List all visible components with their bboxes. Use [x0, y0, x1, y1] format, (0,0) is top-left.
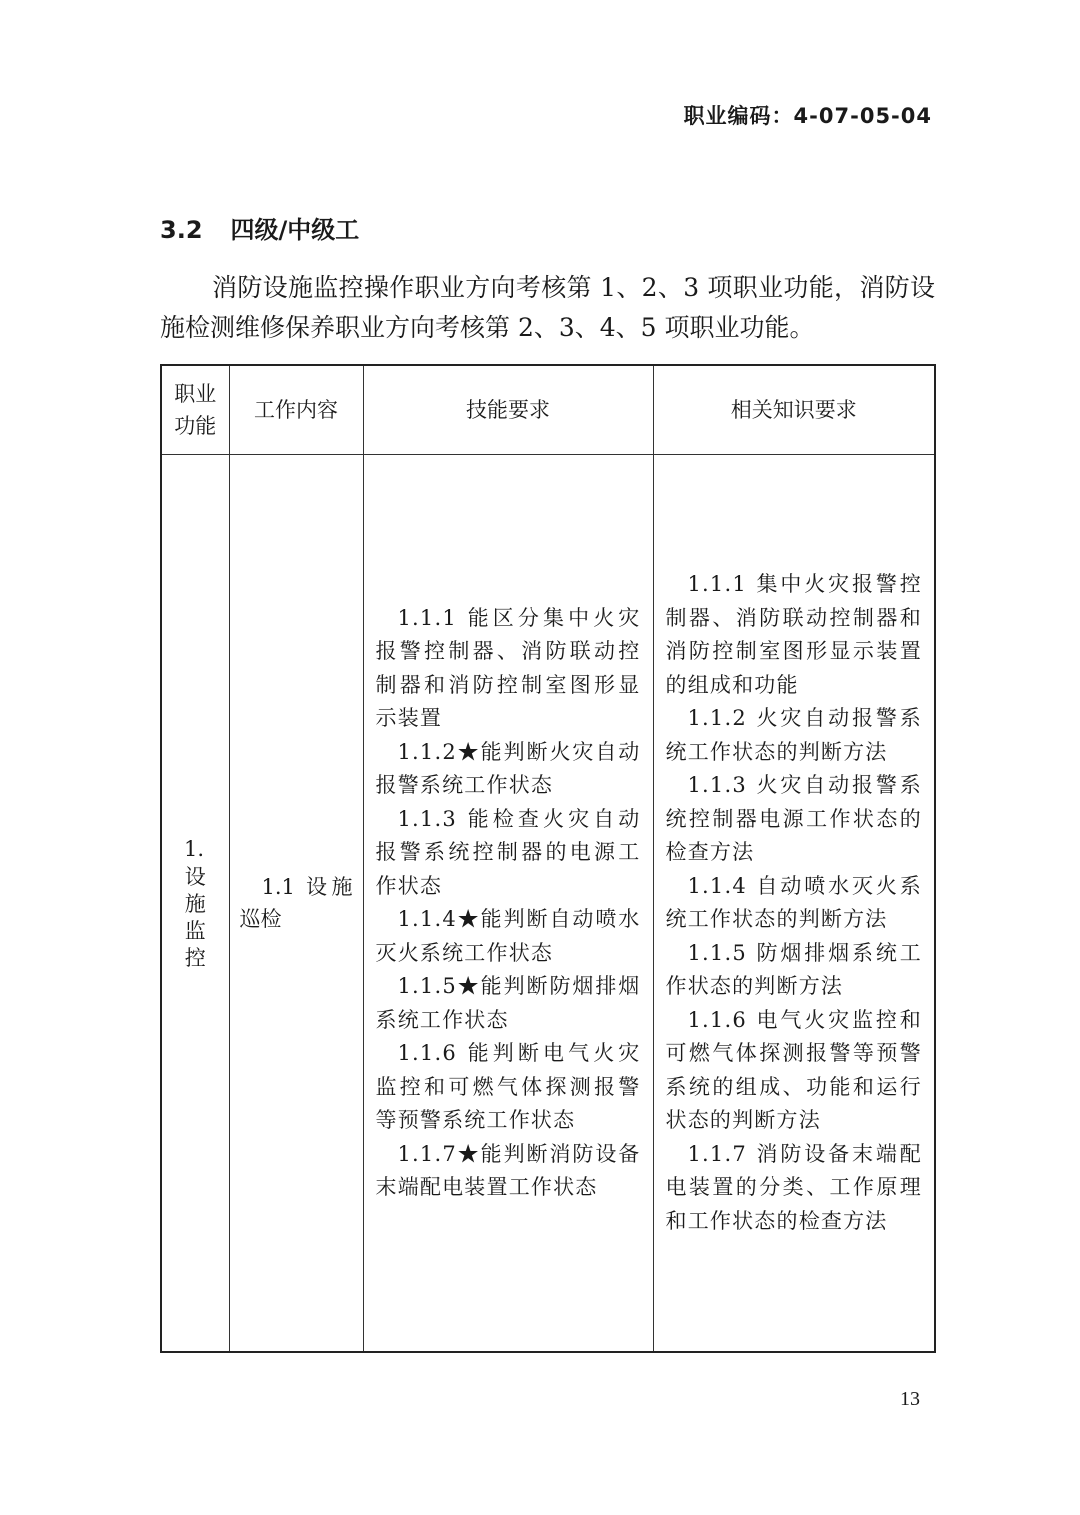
knowledge-cell — [653, 455, 935, 1353]
function-number: 1. — [184, 837, 205, 861]
header-knowledge: 相关知识要求 — [653, 365, 935, 455]
function-name: 设施监控 — [184, 865, 206, 970]
skill-item: 1.1.5★能判断防烟排烟系统工作状态 — [375, 974, 641, 1032]
knowledge-item: 1.1.2 火灾自动报警系统工作状态的判断方法 — [665, 706, 922, 764]
page-number: 13 — [900, 1388, 920, 1410]
occupation-code: 职业编码：4-07-05-04 — [683, 104, 932, 128]
knowledge-item: 1.1.6 电气火灾监控和可燃气体探测报警等预警系统的组成、功能和运行状态的判断方法 — [665, 1007, 922, 1132]
skill-item: 1.1.3 能检查火灾自动报警系统控制器的电源工作状态 — [375, 806, 641, 898]
function-cell — [161, 455, 229, 1353]
skill-item: 1.1.1 能区分集中火灾报警控制器、消防联动控制器和消防控制室图形显示装置 — [375, 605, 641, 730]
knowledge-item: 1.1.5 防烟排烟系统工作状态的判断方法 — [665, 940, 922, 998]
header-function: 职业功能 — [161, 365, 229, 455]
skill-item: 1.1.4★能判断自动喷水灭火系统工作状态 — [375, 907, 641, 965]
knowledge-item: 1.1.1 集中火灾报警控制器、消防联动控制器和消防控制室图形显示装置的组成和功能 — [665, 572, 922, 697]
skill-item: 1.1.7★能判断消防设备末端配电装置工作状态 — [375, 1141, 641, 1199]
header-work-content: 工作内容 — [229, 365, 363, 455]
skills-standard-table — [160, 364, 936, 1353]
intro-paragraph: 消防设施监控操作职业方向考核第 1、2、3 项职业功能，消防设施检测维修保养职业方向考核第 2、3、4、5 项职业功能。 — [160, 273, 935, 342]
knowledge-item: 1.1.7 消防设备末端配电装置的分类、工作原理和工作状态的检查方法 — [665, 1141, 922, 1233]
work-content-cell — [229, 455, 363, 1353]
table-header-row — [161, 365, 935, 455]
section-number: 3.2 — [160, 216, 203, 244]
section-title: 四级/中级工 — [230, 216, 360, 244]
skills-cell — [363, 455, 653, 1353]
skill-item: 1.1.2★能判断火灾自动报警系统工作状态 — [375, 739, 641, 797]
work-content-text: 1.1 设施巡检 — [239, 875, 353, 931]
table-row — [161, 455, 935, 1353]
knowledge-item: 1.1.3 火灾自动报警系统控制器电源工作状态的检查方法 — [665, 773, 922, 864]
section-heading — [160, 210, 359, 245]
knowledge-item: 1.1.4 自动喷水灭火系统工作状态的判断方法 — [665, 873, 922, 931]
skill-item: 1.1.6 能判断电气火灾监控和可燃气体探测报警等预警系统工作状态 — [375, 1041, 641, 1132]
header-skills: 技能要求 — [363, 365, 653, 455]
